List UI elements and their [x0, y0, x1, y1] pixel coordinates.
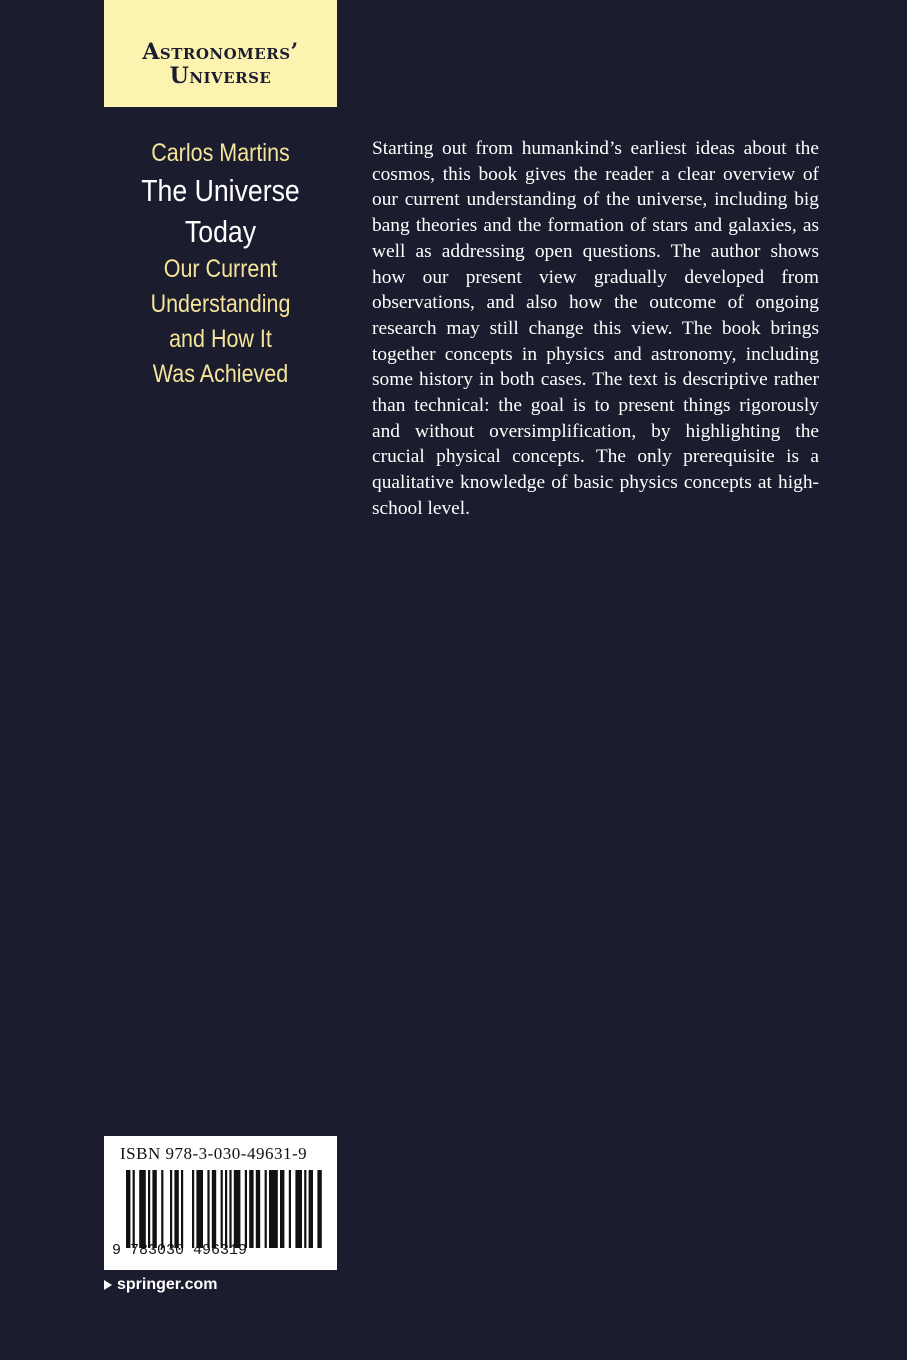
- barcode-bar: [133, 1170, 135, 1248]
- barcode-bar: [280, 1170, 284, 1248]
- barcode-bar: [181, 1170, 183, 1248]
- barcode-bar: [304, 1170, 306, 1248]
- book-subtitle-line3: and How It: [169, 325, 272, 353]
- barcode-bar: [196, 1170, 203, 1248]
- series-banner: [104, 0, 337, 107]
- barcode-bar: [212, 1170, 216, 1248]
- book-title-line1: The Universe: [141, 173, 300, 208]
- book-subtitle-line4: Was Achieved: [152, 360, 289, 388]
- barcode-bar: [229, 1170, 231, 1248]
- barcode-bar: [245, 1170, 247, 1248]
- series-name-line1: Astronomers’: [142, 38, 299, 65]
- title-block: [104, 136, 337, 392]
- barcode-bar: [289, 1170, 291, 1248]
- book-subtitle-line2: Understanding: [150, 290, 291, 318]
- barcode-bar: [148, 1170, 150, 1248]
- barcode-bar: [309, 1170, 313, 1248]
- barcode-bar: [317, 1170, 321, 1248]
- barcode-bar: [256, 1170, 260, 1248]
- book-subtitle-line1: Our Current: [163, 255, 278, 283]
- publisher-website-text: springer.com: [117, 1276, 218, 1293]
- barcode-bar: [192, 1170, 194, 1248]
- barcode-bar: [221, 1170, 223, 1248]
- barcode-bar: [269, 1170, 278, 1248]
- barcode-panel: [104, 1136, 337, 1270]
- author-name: Carlos Martins: [151, 139, 290, 167]
- isbn-label: ISBN 978-3-030-49631-9: [120, 1144, 308, 1163]
- book-blurb: Starting out from humankind’s earliest ideas about the cosmos, this book gives the reader a clear overview of our current understanding of the universe, including big bang theories and the formation of stars and galaxies, as well as addressing open questions. The author shows how our present view gradually developed from observations, and also how the outcome of ongoing research may still change this view. The book brings together concepts in physics and astronomy, including some history in both cases. The text is descriptive rather than technical: the goal is to present things rigorously and without oversimplification, by highlighting the crucial physical concepts. The only prerequisite is a qualitative knowledge of basic physics concepts at high-school level.: [372, 138, 819, 519]
- barcode-bar: [265, 1170, 267, 1248]
- arrow-right-icon: [104, 1280, 112, 1290]
- barcode-bar: [152, 1170, 156, 1248]
- barcode-bar: [249, 1170, 253, 1248]
- barcode-bar: [295, 1170, 302, 1248]
- barcode-digits: 9 783030 496319: [112, 1242, 248, 1259]
- series-name-line2: Universe: [169, 62, 272, 89]
- barcode-bar: [174, 1170, 178, 1248]
- barcode-bar: [161, 1170, 163, 1248]
- barcode-bar: [234, 1170, 241, 1248]
- barcode-bar: [170, 1170, 172, 1248]
- barcode-bar: [207, 1170, 209, 1248]
- barcode-bar: [126, 1170, 130, 1248]
- book-title-line2: Today: [184, 214, 257, 249]
- barcode-bar: [139, 1170, 146, 1248]
- barcode-bar: [225, 1170, 227, 1248]
- publisher-website-link[interactable]: [104, 1276, 217, 1294]
